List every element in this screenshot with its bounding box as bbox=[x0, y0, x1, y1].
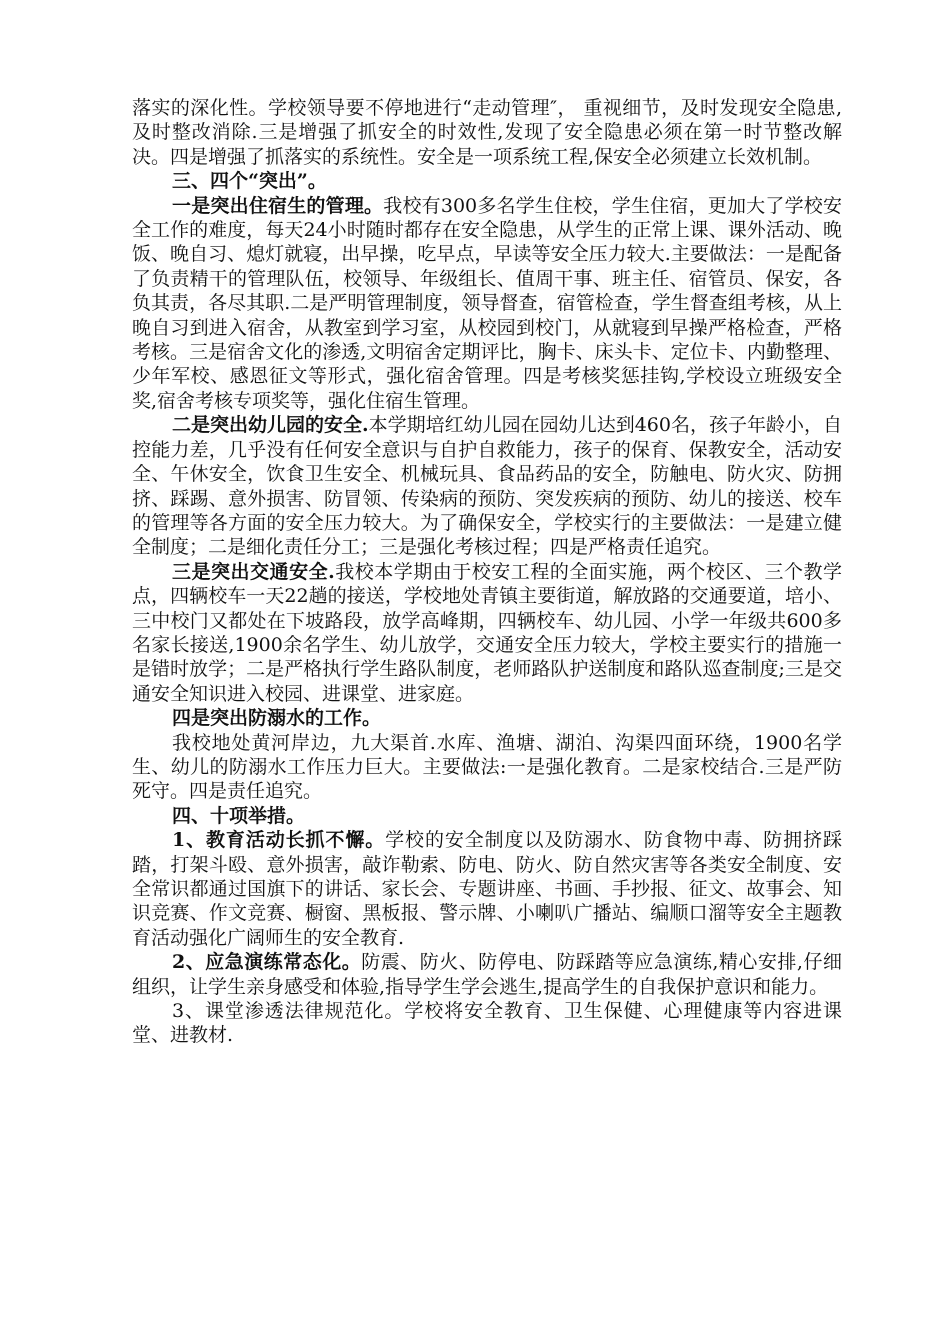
paragraph-emergency-drills-text: 防震、防火、防停电、防踩踏等应急演练,精心安排,仔细组织，让学生亲身感受和体验,指导学生学会逃生,提高学生的自我保护意识和能力。 bbox=[132, 951, 842, 998]
paragraph-classroom-law bbox=[132, 999, 842, 1048]
paragraph-traffic-safety-text: 我校本学期由于校安工程的全面实施，两个校区、三个教学点，四辆校车一天22趟的接送，学校地处青镇主要街道，解放路的交通要道，培小、三中校门又都处在下坡路段，放学高峰期，四辆校车、幼儿园、小学一年级共600多名家长接送,1900余名学生、幼儿放学，交通安全压力较大，学校主要实行的措施一是错时放学；二是严格执行学生路队制度，老师路队护送制度和路队巡查制度;三是交通安全知识进入校园、进课堂、进家庭。 bbox=[132, 560, 842, 705]
paragraph-kindergarten-safety bbox=[132, 413, 842, 559]
paragraph-traffic-safety-lead: 三是突出交通安全. bbox=[172, 560, 335, 583]
paragraph-boarding-students bbox=[132, 194, 842, 414]
paragraph-traffic-safety bbox=[132, 560, 842, 706]
paragraph-education-activities bbox=[132, 828, 842, 950]
paragraph-classroom-law-text: 3、课堂渗透法律规范化。学校将安全教育、卫生保健、心理健康等内容进课堂、进教材. bbox=[132, 1000, 842, 1047]
paragraph-emergency-drills bbox=[132, 950, 842, 999]
paragraph-drowning-prevention-text: 我校地处黄河岸边，九大渠首.水库、渔塘、湖泊、沟渠四面环绕，1900名学生、幼儿的防溺水工作压力巨大。主要做法:一是强化教育。二是家校结合.三是严防死守。四是责任追究。 bbox=[132, 731, 842, 803]
paragraph-1 bbox=[132, 96, 842, 169]
paragraph-education-activities-text: 学校的安全制度以及防溺水、防食物中毒、防拥挤踩踏，打架斗殴、意外损害，敲诈勒索、防电、防火、防自然灾害等各类安全制度、安全常识都通过国旗下的讲话、家长会、专题讲座、书画、手抄报、征文、故事会、知识竞赛、作文竞赛、橱窗、黑板报、警示牌、小喇叭广播站、编顺口溜等安全主题教育活动强化广阔师生的安全教育. bbox=[132, 829, 842, 949]
paragraph-education-activities-lead: 1、教育活动长抓不懈。 bbox=[172, 829, 386, 852]
paragraph-kindergarten-safety-text: 本学期培红幼儿园在园幼儿达到460名，孩子年龄小，自控能力差，几乎没有任何安全意识与自护自救能力，孩子的保育、保教安全，活动安全、午休安全，饮食卫生安全、机械玩具、食品药品的安全，防触电、防火灾、防拥挤、踩踢、意外损害、防冒领、传染病的预防、突发疾病的预防、幼儿的接送、校车的管理等各方面的安全压力较大。为了确保安全，学校实行的主要做法：一是建立健全制度；二是细化责任分工；三是强化考核过程；四是严格责任追究。 bbox=[132, 414, 842, 559]
paragraph-boarding-students-text: 我校有300多名学生住校，学生住宿，更加大了学校安全工作的难度，每天24小时随时都存在安全隐患，从学生的正常上课、课外活动、晚饭、晚自习、熄灯就寝，出早操，吃早点，早读等安全压力较大.主要做法：一是配备了负责精干的管理队伍，校领导、年级组长、值周干事、班主任、宿管员、保安，各负其责，各尽其职.二是严明管理制度，领导督查，宿管检查，学生督查组考核，从上晚自习到进入宿舍，从教室到学习室，从校园到校门，从就寝到早操严格检查，严格考核。三是宿舍文化的渗透,文明宿舍定期评比，胸卡、床头卡、定位卡、内勤整理、少年军校、感恩征文等形式，强化宿舍管理。四是考核奖惩挂钩,学校设立班级安全奖,宿舍考核专项奖等，强化住宿生管理。 bbox=[132, 194, 842, 412]
section-heading-ten-measures: 四、十项举措。 bbox=[172, 804, 306, 827]
heading-drowning-prevention: 四是突出防溺水的工作。 bbox=[172, 707, 382, 730]
section-heading-four-highlights: 三、四个“突出”。 bbox=[172, 170, 327, 193]
paragraph-kindergarten-safety-lead: 二是突出幼儿园的安全. bbox=[172, 414, 369, 437]
paragraph-emergency-drills-lead: 2、应急演练常态化。 bbox=[172, 951, 362, 974]
paragraph-drowning-prevention bbox=[132, 731, 842, 804]
document-page bbox=[132, 96, 842, 1048]
paragraph-boarding-students-lead: 一是突出住宿生的管理。 bbox=[172, 194, 384, 217]
paragraph-1-text: 落实的深化性。学校领导要不停地进行“走动管理″， 重视细节，及时发现安全隐患,及时整改消除.三是增强了抓安全的时效性,发现了安全隐患必须在第一时节整改解决。四是增强了抓落实的系统性。安全是一项系统工程,保安全必须建立长效机制。 bbox=[132, 97, 842, 168]
